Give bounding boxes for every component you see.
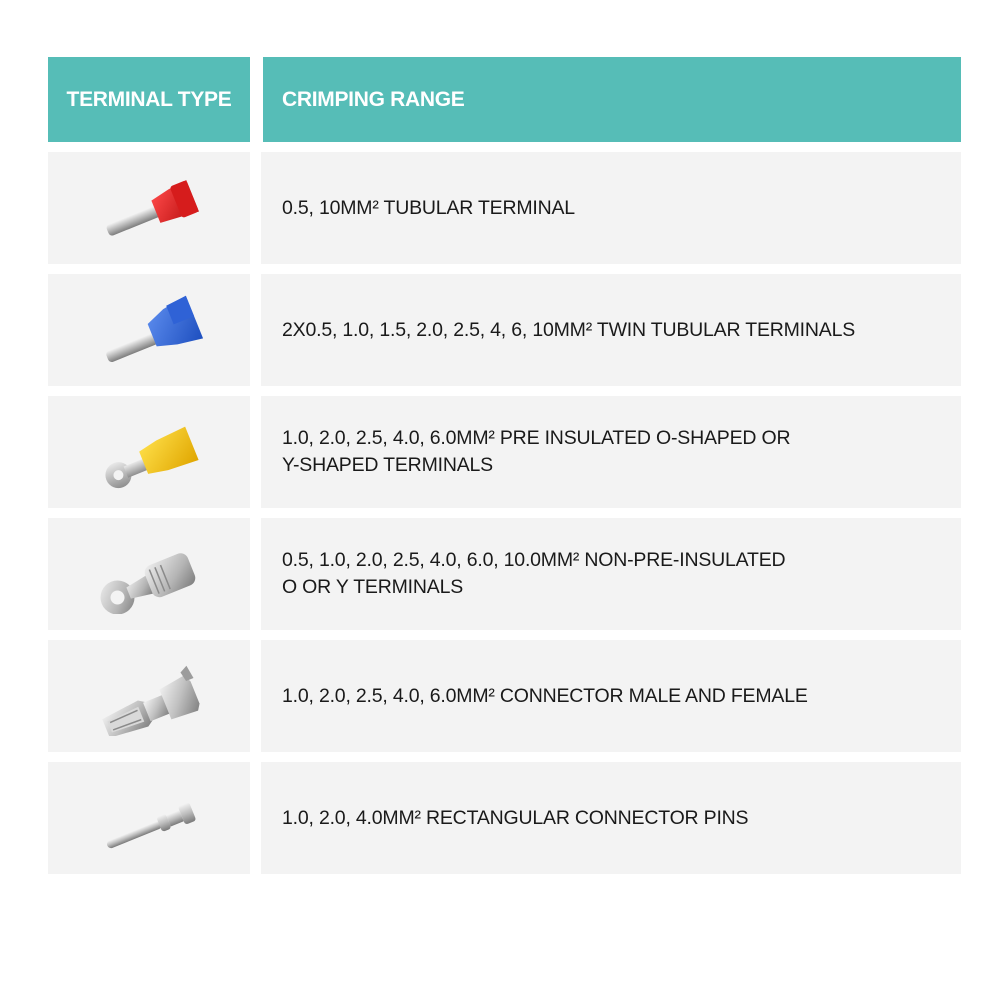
crimping-range-text: 0.5, 1.0, 2.0, 2.5, 4.0, 6.0, 10.0MM² NON-PRE-INSULATED [282,549,786,571]
crimping-range-text: 1.0, 2.0, 4.0MM² RECTANGULAR CONNECTOR PINS [282,806,749,829]
header-crimping-range: CRIMPING RANGE [263,57,961,142]
connector-pin-icon [94,778,204,858]
terminal-image-cell [48,396,250,508]
table-header [48,57,961,142]
red-tubular-terminal-icon [94,168,204,248]
terminal-image-cell [48,152,250,264]
crimping-range-cell [261,152,961,264]
table-row [48,518,961,630]
crimping-range-text: 2X0.5, 1.0, 1.5, 2.0, 2.5, 4, 6, 10MM² TWIN TUBULAR TERMINALS [282,318,856,341]
crimping-range-text: 1.0, 2.0, 2.5, 4.0, 6.0MM² PRE INSULATED O-SHAPED OR [282,427,791,449]
table-row [48,152,961,264]
crimping-range-text: 0.5, 10MM² TUBULAR TERMINAL [282,196,575,219]
terminal-image-cell [48,762,250,874]
table-row [48,762,961,874]
table-row [48,274,961,386]
blue-twin-tubular-terminal-icon [94,290,204,370]
crimping-range-text-line2: O OR Y TERMINALS [282,576,464,598]
terminal-image-cell [48,518,250,630]
yellow-ring-terminal-icon [94,412,204,492]
terminal-crimping-table [48,57,961,874]
crimping-range-cell [261,396,961,508]
spade-connector-icon [89,656,209,736]
terminal-image-cell [48,640,250,752]
terminal-image-cell [48,274,250,386]
crimping-range-cell [261,274,961,386]
bare-ring-terminal-icon [89,534,209,614]
table-row [48,396,961,508]
header-terminal-type: TERMINAL TYPE [48,57,250,142]
crimping-range-text: 1.0, 2.0, 2.5, 4.0, 6.0MM² CONNECTOR MALE AND FEMALE [282,684,808,707]
crimping-range-text-line2: Y-SHAPED TERMINALS [282,454,493,476]
table-row [48,640,961,752]
crimping-range-cell [261,518,961,630]
crimping-range-cell [261,640,961,752]
crimping-range-cell [261,762,961,874]
